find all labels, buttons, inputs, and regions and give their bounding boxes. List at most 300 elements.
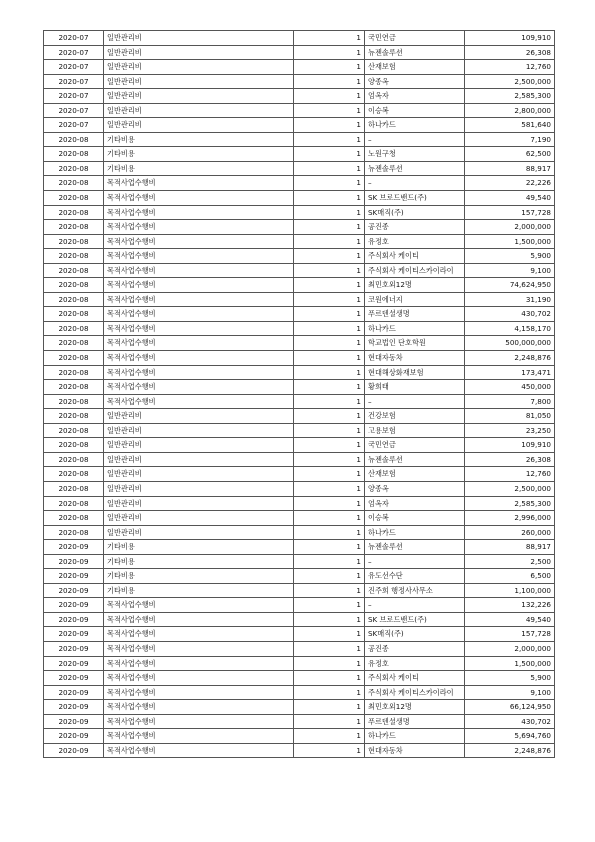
table-row <box>44 351 555 366</box>
row-date: 2020-09 <box>44 583 104 598</box>
row-amount: 109,910 <box>465 31 555 46</box>
row-vendor: 건강보험 <box>365 409 465 424</box>
row-vendor: 하나카드 <box>365 525 465 540</box>
row-amount: 157,728 <box>465 205 555 220</box>
row-date: 2020-07 <box>44 118 104 133</box>
row-category: 목적사업수행비 <box>104 176 294 191</box>
row-vendor: 주식회사 케이티스카이라이 <box>365 263 465 278</box>
row-category: 목적사업수행비 <box>104 671 294 686</box>
row-quantity: 1 <box>294 438 365 453</box>
row-quantity: 1 <box>294 220 365 235</box>
row-category: 일반관리비 <box>104 438 294 453</box>
row-vendor: 산재보험 <box>365 467 465 482</box>
row-category: 일반관리비 <box>104 409 294 424</box>
row-quantity: 1 <box>294 278 365 293</box>
row-vendor: 최민호외12명 <box>365 278 465 293</box>
row-quantity: 1 <box>294 627 365 642</box>
row-quantity: 1 <box>294 685 365 700</box>
row-date: 2020-08 <box>44 438 104 453</box>
row-vendor: 뉴젠솔루션 <box>365 161 465 176</box>
row-quantity: 1 <box>294 380 365 395</box>
row-quantity: 1 <box>294 60 365 75</box>
row-amount: 12,760 <box>465 60 555 75</box>
table-row <box>44 729 555 744</box>
row-category: 일반관리비 <box>104 74 294 89</box>
row-amount: 581,640 <box>465 118 555 133</box>
row-vendor: 하나카드 <box>365 729 465 744</box>
row-amount: 2,996,000 <box>465 511 555 526</box>
table-row <box>44 147 555 162</box>
row-amount: 6,500 <box>465 569 555 584</box>
row-quantity: 1 <box>294 103 365 118</box>
row-date: 2020-08 <box>44 147 104 162</box>
row-amount: 49,540 <box>465 191 555 206</box>
row-date: 2020-07 <box>44 45 104 60</box>
table-row <box>44 205 555 220</box>
row-vendor: 코원에너지 <box>365 292 465 307</box>
row-date: 2020-09 <box>44 671 104 686</box>
row-category: 목적사업수행비 <box>104 685 294 700</box>
row-vendor: 유정호 <box>365 656 465 671</box>
table-row <box>44 409 555 424</box>
row-vendor: 국민연금 <box>365 438 465 453</box>
row-date: 2020-08 <box>44 336 104 351</box>
table-row <box>44 423 555 438</box>
row-amount: 1,500,000 <box>465 656 555 671</box>
table-row <box>44 263 555 278</box>
row-amount: 66,124,950 <box>465 700 555 715</box>
row-quantity: 1 <box>294 671 365 686</box>
table-row <box>44 438 555 453</box>
table-row <box>44 467 555 482</box>
row-category: 일반관리비 <box>104 496 294 511</box>
row-quantity: 1 <box>294 234 365 249</box>
table-row <box>44 685 555 700</box>
row-category: 일반관리비 <box>104 118 294 133</box>
row-quantity: 1 <box>294 656 365 671</box>
row-amount: 2,585,300 <box>465 496 555 511</box>
row-amount: 2,500,000 <box>465 481 555 496</box>
table-row <box>44 743 555 758</box>
row-date: 2020-09 <box>44 743 104 758</box>
row-vendor: 하나카드 <box>365 118 465 133</box>
row-quantity: 1 <box>294 89 365 104</box>
row-date: 2020-08 <box>44 263 104 278</box>
row-vendor: 국민연금 <box>365 31 465 46</box>
table-row <box>44 336 555 351</box>
row-category: 목적사업수행비 <box>104 249 294 264</box>
row-category: 기타비용 <box>104 161 294 176</box>
row-amount: 9,100 <box>465 263 555 278</box>
row-quantity: 1 <box>294 569 365 584</box>
table-row <box>44 278 555 293</box>
table-row <box>44 554 555 569</box>
row-amount: 5,900 <box>465 671 555 686</box>
row-date: 2020-08 <box>44 365 104 380</box>
row-amount: 132,226 <box>465 598 555 613</box>
row-quantity: 1 <box>294 292 365 307</box>
row-amount: 26,308 <box>465 452 555 467</box>
row-amount: 74,624,950 <box>465 278 555 293</box>
row-vendor: – <box>365 598 465 613</box>
table-row <box>44 671 555 686</box>
row-date: 2020-08 <box>44 278 104 293</box>
row-category: 목적사업수행비 <box>104 743 294 758</box>
row-vendor: 하나카드 <box>365 321 465 336</box>
table-row <box>44 540 555 555</box>
row-vendor: 유정호 <box>365 234 465 249</box>
row-quantity: 1 <box>294 365 365 380</box>
row-amount: 4,158,170 <box>465 321 555 336</box>
row-quantity: 1 <box>294 481 365 496</box>
row-category: 목적사업수행비 <box>104 351 294 366</box>
row-quantity: 1 <box>294 423 365 438</box>
row-vendor: – <box>365 132 465 147</box>
row-quantity: 1 <box>294 74 365 89</box>
table-row <box>44 365 555 380</box>
row-date: 2020-08 <box>44 496 104 511</box>
row-category: 일반관리비 <box>104 89 294 104</box>
row-date: 2020-08 <box>44 380 104 395</box>
row-quantity: 1 <box>294 554 365 569</box>
row-vendor: 주식회사 케이티 <box>365 249 465 264</box>
row-vendor: – <box>365 394 465 409</box>
table-row <box>44 583 555 598</box>
row-amount: 88,917 <box>465 540 555 555</box>
row-date: 2020-08 <box>44 467 104 482</box>
row-date: 2020-08 <box>44 205 104 220</box>
row-quantity: 1 <box>294 452 365 467</box>
row-amount: 109,910 <box>465 438 555 453</box>
table-row <box>44 627 555 642</box>
table-row <box>44 598 555 613</box>
table-row <box>44 321 555 336</box>
table-row <box>44 612 555 627</box>
row-amount: 2,000,000 <box>465 641 555 656</box>
row-category: 기타비용 <box>104 540 294 555</box>
row-category: 목적사업수행비 <box>104 700 294 715</box>
row-category: 목적사업수행비 <box>104 641 294 656</box>
row-amount: 88,917 <box>465 161 555 176</box>
row-amount: 31,190 <box>465 292 555 307</box>
row-date: 2020-09 <box>44 569 104 584</box>
row-quantity: 1 <box>294 161 365 176</box>
row-quantity: 1 <box>294 263 365 278</box>
table-row <box>44 74 555 89</box>
table-row <box>44 132 555 147</box>
row-date: 2020-08 <box>44 176 104 191</box>
row-quantity: 1 <box>294 45 365 60</box>
row-category: 기타비용 <box>104 583 294 598</box>
row-quantity: 1 <box>294 496 365 511</box>
row-vendor: 유도선수단 <box>365 569 465 584</box>
row-date: 2020-07 <box>44 74 104 89</box>
row-date: 2020-08 <box>44 351 104 366</box>
row-vendor: – <box>365 554 465 569</box>
row-date: 2020-07 <box>44 60 104 75</box>
row-category: 기타비용 <box>104 554 294 569</box>
row-category: 목적사업수행비 <box>104 714 294 729</box>
row-date: 2020-08 <box>44 234 104 249</box>
row-vendor: SK 브로드밴드(주) <box>365 191 465 206</box>
row-vendor: 공진종 <box>365 220 465 235</box>
row-category: 목적사업수행비 <box>104 598 294 613</box>
table-row <box>44 118 555 133</box>
row-date: 2020-08 <box>44 511 104 526</box>
row-vendor: 푸르덴셜생명 <box>365 714 465 729</box>
row-date: 2020-09 <box>44 627 104 642</box>
row-vendor: 뉴젠솔루션 <box>365 452 465 467</box>
row-category: 일반관리비 <box>104 452 294 467</box>
row-date: 2020-09 <box>44 612 104 627</box>
row-quantity: 1 <box>294 612 365 627</box>
row-quantity: 1 <box>294 525 365 540</box>
row-date: 2020-09 <box>44 729 104 744</box>
row-amount: 22,226 <box>465 176 555 191</box>
table-row <box>44 191 555 206</box>
row-amount: 1,100,000 <box>465 583 555 598</box>
row-date: 2020-09 <box>44 554 104 569</box>
row-date: 2020-09 <box>44 641 104 656</box>
row-quantity: 1 <box>294 583 365 598</box>
row-category: 목적사업수행비 <box>104 292 294 307</box>
row-amount: 49,540 <box>465 612 555 627</box>
row-category: 기타비용 <box>104 147 294 162</box>
row-category: 일반관리비 <box>104 511 294 526</box>
row-quantity: 1 <box>294 147 365 162</box>
row-vendor: 최민호외12명 <box>365 700 465 715</box>
row-category: 일반관리비 <box>104 525 294 540</box>
table-row <box>44 496 555 511</box>
row-vendor: SK매직(주) <box>365 205 465 220</box>
row-amount: 62,500 <box>465 147 555 162</box>
table-row <box>44 31 555 46</box>
row-amount: 9,100 <box>465 685 555 700</box>
row-vendor: 공진종 <box>365 641 465 656</box>
row-date: 2020-09 <box>44 540 104 555</box>
table-row <box>44 161 555 176</box>
row-vendor: 산재보험 <box>365 60 465 75</box>
row-date: 2020-08 <box>44 525 104 540</box>
row-category: 일반관리비 <box>104 31 294 46</box>
row-amount: 430,702 <box>465 307 555 322</box>
row-category: 목적사업수행비 <box>104 627 294 642</box>
row-vendor: 엄옥자 <box>365 89 465 104</box>
table-row <box>44 234 555 249</box>
row-amount: 2,500 <box>465 554 555 569</box>
row-quantity: 1 <box>294 540 365 555</box>
row-category: 목적사업수행비 <box>104 307 294 322</box>
row-date: 2020-08 <box>44 307 104 322</box>
row-quantity: 1 <box>294 351 365 366</box>
row-amount: 5,694,760 <box>465 729 555 744</box>
row-vendor: 뉴젠솔루션 <box>365 45 465 60</box>
row-vendor: 현대해상화재보험 <box>365 365 465 380</box>
row-amount: 2,500,000 <box>465 74 555 89</box>
expense-ledger-table <box>43 30 555 758</box>
row-category: 목적사업수행비 <box>104 380 294 395</box>
row-quantity: 1 <box>294 467 365 482</box>
table-row <box>44 249 555 264</box>
row-vendor: SK매직(주) <box>365 627 465 642</box>
row-date: 2020-08 <box>44 292 104 307</box>
row-date: 2020-08 <box>44 394 104 409</box>
table-row <box>44 511 555 526</box>
row-date: 2020-08 <box>44 220 104 235</box>
row-quantity: 1 <box>294 394 365 409</box>
table-row <box>44 60 555 75</box>
table-row <box>44 220 555 235</box>
row-vendor: 진주희 행정사사무소 <box>365 583 465 598</box>
row-vendor: 학교법인 단호학원 <box>365 336 465 351</box>
row-amount: 2,248,876 <box>465 351 555 366</box>
table-row <box>44 292 555 307</box>
row-quantity: 1 <box>294 118 365 133</box>
table-row <box>44 452 555 467</box>
row-category: 목적사업수행비 <box>104 321 294 336</box>
table-row <box>44 176 555 191</box>
row-quantity: 1 <box>294 409 365 424</box>
row-category: 일반관리비 <box>104 423 294 438</box>
table-row <box>44 641 555 656</box>
row-quantity: 1 <box>294 176 365 191</box>
row-quantity: 1 <box>294 321 365 336</box>
row-category: 목적사업수행비 <box>104 729 294 744</box>
row-vendor: 양종옥 <box>365 481 465 496</box>
row-amount: 5,900 <box>465 249 555 264</box>
row-quantity: 1 <box>294 205 365 220</box>
row-quantity: 1 <box>294 511 365 526</box>
table-row <box>44 45 555 60</box>
row-date: 2020-08 <box>44 161 104 176</box>
table-row <box>44 307 555 322</box>
row-category: 기타비용 <box>104 132 294 147</box>
row-vendor: 주식회사 케이티 <box>365 671 465 686</box>
row-amount: 81,050 <box>465 409 555 424</box>
row-amount: 23,250 <box>465 423 555 438</box>
table-row <box>44 481 555 496</box>
row-date: 2020-08 <box>44 423 104 438</box>
row-date: 2020-09 <box>44 714 104 729</box>
row-category: 목적사업수행비 <box>104 365 294 380</box>
row-category: 일반관리비 <box>104 103 294 118</box>
row-category: 목적사업수행비 <box>104 656 294 671</box>
row-amount: 173,471 <box>465 365 555 380</box>
row-category: 목적사업수행비 <box>104 336 294 351</box>
row-category: 일반관리비 <box>104 60 294 75</box>
row-quantity: 1 <box>294 307 365 322</box>
row-date: 2020-09 <box>44 685 104 700</box>
row-amount: 7,800 <box>465 394 555 409</box>
row-amount: 430,702 <box>465 714 555 729</box>
row-category: 목적사업수행비 <box>104 191 294 206</box>
row-category: 일반관리비 <box>104 481 294 496</box>
row-quantity: 1 <box>294 191 365 206</box>
row-amount: 26,308 <box>465 45 555 60</box>
row-quantity: 1 <box>294 743 365 758</box>
row-date: 2020-07 <box>44 31 104 46</box>
table-row <box>44 394 555 409</box>
row-date: 2020-08 <box>44 409 104 424</box>
row-amount: 7,190 <box>465 132 555 147</box>
row-amount: 1,500,000 <box>465 234 555 249</box>
row-quantity: 1 <box>294 598 365 613</box>
row-category: 목적사업수행비 <box>104 278 294 293</box>
ledger-body <box>44 31 555 758</box>
row-vendor: 고용보험 <box>365 423 465 438</box>
row-date: 2020-08 <box>44 249 104 264</box>
row-vendor: 양종옥 <box>365 74 465 89</box>
row-date: 2020-08 <box>44 321 104 336</box>
row-category: 목적사업수행비 <box>104 220 294 235</box>
row-category: 목적사업수행비 <box>104 612 294 627</box>
row-amount: 12,760 <box>465 467 555 482</box>
row-vendor: 황희태 <box>365 380 465 395</box>
row-vendor: 이승복 <box>365 511 465 526</box>
table-row <box>44 656 555 671</box>
row-date: 2020-09 <box>44 700 104 715</box>
row-quantity: 1 <box>294 714 365 729</box>
row-quantity: 1 <box>294 641 365 656</box>
row-category: 목적사업수행비 <box>104 394 294 409</box>
row-date: 2020-09 <box>44 656 104 671</box>
row-amount: 2,248,876 <box>465 743 555 758</box>
table-row <box>44 714 555 729</box>
row-category: 일반관리비 <box>104 467 294 482</box>
row-amount: 2,585,300 <box>465 89 555 104</box>
row-amount: 500,000,000 <box>465 336 555 351</box>
row-amount: 157,728 <box>465 627 555 642</box>
row-amount: 450,000 <box>465 380 555 395</box>
row-category: 목적사업수행비 <box>104 234 294 249</box>
row-category: 일반관리비 <box>104 45 294 60</box>
table-row <box>44 103 555 118</box>
row-quantity: 1 <box>294 729 365 744</box>
table-row <box>44 89 555 104</box>
row-date: 2020-08 <box>44 481 104 496</box>
row-vendor: 엄옥자 <box>365 496 465 511</box>
row-quantity: 1 <box>294 700 365 715</box>
row-vendor: 이승복 <box>365 103 465 118</box>
row-quantity: 1 <box>294 336 365 351</box>
row-vendor: 현대자동차 <box>365 743 465 758</box>
row-vendor: 뉴젠솔루션 <box>365 540 465 555</box>
row-date: 2020-08 <box>44 191 104 206</box>
row-date: 2020-08 <box>44 132 104 147</box>
row-vendor: – <box>365 176 465 191</box>
row-vendor: 현대자동차 <box>365 351 465 366</box>
row-date: 2020-07 <box>44 103 104 118</box>
table-row <box>44 380 555 395</box>
row-category: 목적사업수행비 <box>104 205 294 220</box>
row-date: 2020-07 <box>44 89 104 104</box>
row-quantity: 1 <box>294 31 365 46</box>
row-vendor: SK 브로드밴드(주) <box>365 612 465 627</box>
row-date: 2020-08 <box>44 452 104 467</box>
row-category: 기타비용 <box>104 569 294 584</box>
row-amount: 260,000 <box>465 525 555 540</box>
table-row <box>44 569 555 584</box>
row-date: 2020-09 <box>44 598 104 613</box>
row-category: 목적사업수행비 <box>104 263 294 278</box>
row-quantity: 1 <box>294 249 365 264</box>
row-vendor: 노원구청 <box>365 147 465 162</box>
row-amount: 2,800,000 <box>465 103 555 118</box>
table-row <box>44 525 555 540</box>
row-vendor: 주식회사 케이티스카이라이 <box>365 685 465 700</box>
row-quantity: 1 <box>294 132 365 147</box>
row-vendor: 푸르덴셜생명 <box>365 307 465 322</box>
